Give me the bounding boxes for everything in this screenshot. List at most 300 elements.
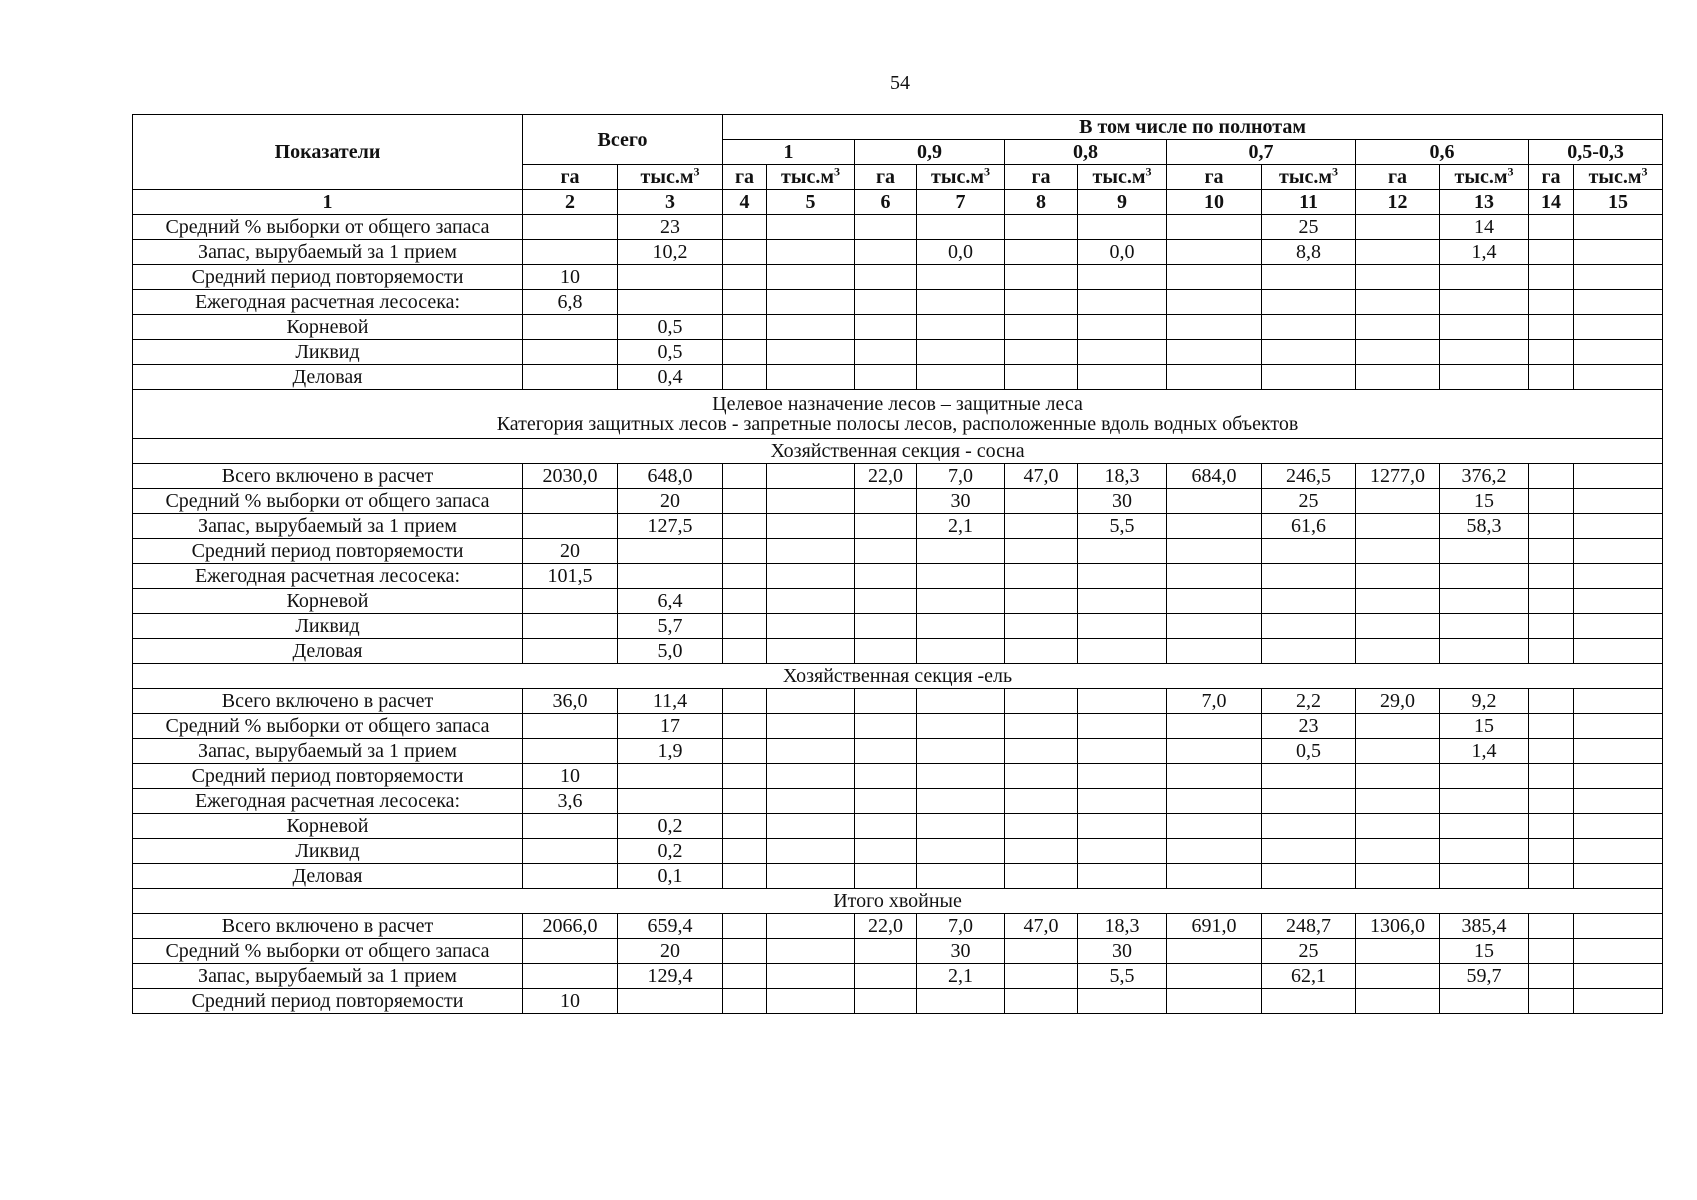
table-cell	[767, 939, 855, 964]
table-cell	[1005, 739, 1078, 764]
table-cell	[1356, 365, 1440, 390]
table-row	[133, 539, 1663, 564]
column-number: 9	[1078, 190, 1167, 215]
table-cell	[767, 240, 855, 265]
table-row	[133, 714, 1663, 739]
table-cell	[1078, 814, 1167, 839]
table-cell	[723, 964, 767, 989]
table-row	[133, 839, 1663, 864]
table-cell	[767, 464, 855, 489]
table-cell	[1356, 739, 1440, 764]
table-row	[133, 589, 1663, 614]
table-cell	[723, 215, 767, 240]
table-cell	[1440, 365, 1529, 390]
table-cell	[1529, 265, 1574, 290]
table-cell	[1574, 539, 1663, 564]
section-row	[133, 390, 1663, 439]
table-cell	[767, 914, 855, 939]
table-row	[133, 639, 1663, 664]
table-cell	[767, 739, 855, 764]
table-cell: 15	[1440, 714, 1529, 739]
row-label: Средний % выборки от общего запаса	[133, 714, 523, 739]
row-label: Средний период повторяемости	[133, 265, 523, 290]
table-cell	[1356, 814, 1440, 839]
table-cell	[1529, 764, 1574, 789]
table-cell	[1167, 739, 1262, 764]
table-cell: 5,0	[618, 639, 723, 664]
table-cell	[723, 939, 767, 964]
table-cell	[917, 739, 1005, 764]
table-cell	[1262, 265, 1356, 290]
table-cell	[1005, 589, 1078, 614]
table-cell: 29,0	[1356, 689, 1440, 714]
table-cell: 47,0	[1005, 464, 1078, 489]
table-cell: 2,2	[1262, 689, 1356, 714]
section-title: Хозяйственная секция -ель	[133, 664, 1663, 689]
table-row	[133, 365, 1663, 390]
table-cell	[1574, 864, 1663, 889]
table-cell	[855, 539, 917, 564]
table-cell	[917, 539, 1005, 564]
table-cell	[1167, 864, 1262, 889]
table-cell	[1262, 539, 1356, 564]
table-row	[133, 464, 1663, 489]
table-cell	[1529, 539, 1574, 564]
table-cell	[1005, 689, 1078, 714]
table-cell: 25	[1262, 215, 1356, 240]
table-cell	[1440, 839, 1529, 864]
allowable-cut-table	[132, 114, 1663, 1014]
table-cell	[1529, 614, 1574, 639]
table-cell	[1356, 290, 1440, 315]
table-cell	[767, 365, 855, 390]
row-label: Всего включено в расчет	[133, 464, 523, 489]
table-cell	[1167, 789, 1262, 814]
row-label: Запас, вырубаемый за 1 прием	[133, 739, 523, 764]
table-cell: 59,7	[1440, 964, 1529, 989]
unit-ha: га	[1356, 165, 1440, 190]
column-numbers-row	[133, 190, 1663, 215]
table-cell	[767, 714, 855, 739]
table-cell	[1356, 614, 1440, 639]
table-cell	[1078, 614, 1167, 639]
table-cell	[855, 340, 917, 365]
table-cell	[1574, 489, 1663, 514]
table-cell	[1440, 265, 1529, 290]
row-label: Ликвид	[133, 839, 523, 864]
table-cell	[1356, 265, 1440, 290]
table-cell	[855, 789, 917, 814]
table-cell	[767, 864, 855, 889]
header-density: 1	[723, 140, 855, 165]
table-cell	[1078, 365, 1167, 390]
table-cell	[1356, 714, 1440, 739]
table-cell	[1529, 939, 1574, 964]
table-cell: 20	[618, 939, 723, 964]
table-cell	[855, 689, 917, 714]
table-cell: 127,5	[618, 514, 723, 539]
table-cell: 376,2	[1440, 464, 1529, 489]
header-including: В том числе по полнотам	[723, 115, 1663, 140]
table-cell	[1529, 589, 1574, 614]
table-cell	[723, 265, 767, 290]
table-cell	[1529, 964, 1574, 989]
table-cell	[1005, 365, 1078, 390]
purpose-line: Целевое назначение лесов – защитные леса	[712, 393, 1083, 415]
table-cell	[1005, 789, 1078, 814]
table-cell	[1078, 639, 1167, 664]
table-cell	[767, 764, 855, 789]
table-cell	[723, 365, 767, 390]
table-cell	[855, 365, 917, 390]
table-cell	[1574, 340, 1663, 365]
table-cell	[1262, 814, 1356, 839]
table-cell	[917, 589, 1005, 614]
table-cell	[917, 315, 1005, 340]
table-cell	[1262, 340, 1356, 365]
table-cell	[1167, 365, 1262, 390]
unit-volume: $тыс.м^3$	[1078, 165, 1167, 190]
table-row	[133, 939, 1663, 964]
table-cell: 10,2	[618, 240, 723, 265]
table-cell	[1529, 315, 1574, 340]
table-cell	[1440, 614, 1529, 639]
table-cell: 0,2	[618, 839, 723, 864]
table-cell	[1356, 964, 1440, 989]
table-cell	[1356, 315, 1440, 340]
table-cell	[523, 514, 618, 539]
table-cell: 17	[618, 714, 723, 739]
header-density: 0,6	[1356, 140, 1529, 165]
table-cell	[1574, 839, 1663, 864]
table-cell: 22,0	[855, 914, 917, 939]
table-cell: 30	[1078, 939, 1167, 964]
header-density: 0,9	[855, 140, 1005, 165]
table-cell	[1529, 714, 1574, 739]
table-cell	[917, 789, 1005, 814]
table-cell	[1574, 914, 1663, 939]
table-cell	[723, 514, 767, 539]
table-cell: 129,4	[618, 964, 723, 989]
table-cell	[1574, 290, 1663, 315]
unit-ha: га	[723, 165, 767, 190]
table-cell	[917, 290, 1005, 315]
table-cell	[1574, 739, 1663, 764]
table-cell	[618, 789, 723, 814]
header-indicator: Показатели	[133, 115, 523, 190]
table-cell	[1005, 514, 1078, 539]
table-cell: 0,5	[1262, 739, 1356, 764]
table-cell	[1356, 514, 1440, 539]
unit-ha: га	[855, 165, 917, 190]
table-cell: 0,5	[618, 340, 723, 365]
table-cell	[855, 639, 917, 664]
row-label: Ликвид	[133, 614, 523, 639]
table-cell	[1529, 514, 1574, 539]
table-cell: 5,7	[618, 614, 723, 639]
table-cell	[1356, 989, 1440, 1014]
table-cell	[1262, 639, 1356, 664]
table-cell	[917, 564, 1005, 589]
table-cell	[1356, 215, 1440, 240]
row-label: Корневой	[133, 589, 523, 614]
table-cell	[855, 714, 917, 739]
unit-volume: $тыс.м^3$	[917, 165, 1005, 190]
row-label: Ликвид	[133, 340, 523, 365]
table-row	[133, 964, 1663, 989]
table-cell: 7,0	[1167, 689, 1262, 714]
table-cell: 2066,0	[523, 914, 618, 939]
table-cell	[855, 814, 917, 839]
table-cell: 385,4	[1440, 914, 1529, 939]
table-cell	[1440, 290, 1529, 315]
row-label: Деловая	[133, 864, 523, 889]
section-title	[133, 390, 1663, 439]
category-line: Категория защитных лесов - запретные полосы лесов, расположенные вдоль водных объектов	[496, 413, 1299, 435]
table-cell	[1262, 614, 1356, 639]
table-cell	[523, 489, 618, 514]
table-cell	[1005, 964, 1078, 989]
table-cell	[1529, 489, 1574, 514]
table-cell	[917, 340, 1005, 365]
table-cell	[1078, 315, 1167, 340]
table-cell: 0,0	[1078, 240, 1167, 265]
table-cell	[1574, 689, 1663, 714]
table-cell: 36,0	[523, 689, 618, 714]
table-cell	[1356, 839, 1440, 864]
table-cell: 30	[1078, 489, 1167, 514]
table-cell	[917, 265, 1005, 290]
table-cell	[1356, 764, 1440, 789]
row-label: Деловая	[133, 365, 523, 390]
table-cell	[1529, 365, 1574, 390]
row-label: Средний период повторяемости	[133, 764, 523, 789]
table-cell: 7,0	[917, 914, 1005, 939]
table-cell	[618, 265, 723, 290]
table-cell: 248,7	[1262, 914, 1356, 939]
table-cell	[1356, 340, 1440, 365]
table-cell	[1078, 564, 1167, 589]
table-cell	[1005, 939, 1078, 964]
table-cell	[1167, 764, 1262, 789]
section-title: Итого хвойные	[133, 889, 1663, 914]
table-cell: 2,1	[917, 964, 1005, 989]
table-cell	[1167, 265, 1262, 290]
header-total: Всего	[523, 115, 723, 165]
table-header	[133, 115, 1663, 215]
table-cell: 8,8	[1262, 240, 1356, 265]
table-cell	[1356, 589, 1440, 614]
section-row	[133, 889, 1663, 914]
table-cell	[1440, 789, 1529, 814]
table-cell: 62,1	[1262, 964, 1356, 989]
row-label: Запас, вырубаемый за 1 прием	[133, 514, 523, 539]
table-cell	[1440, 989, 1529, 1014]
table-cell	[1167, 589, 1262, 614]
row-label: Средний % выборки от общего запаса	[133, 215, 523, 240]
table-cell	[767, 564, 855, 589]
table-cell	[855, 215, 917, 240]
table-cell	[767, 689, 855, 714]
table-cell	[618, 764, 723, 789]
table-cell: 0,2	[618, 814, 723, 839]
column-number: 1	[133, 190, 523, 215]
table-cell	[1356, 489, 1440, 514]
table-row	[133, 290, 1663, 315]
table-cell: 2,1	[917, 514, 1005, 539]
table-cell	[1529, 814, 1574, 839]
table-cell	[1005, 340, 1078, 365]
table-cell: 0,5	[618, 315, 723, 340]
table-cell	[723, 564, 767, 589]
table-cell	[767, 614, 855, 639]
table-cell	[1262, 589, 1356, 614]
table-cell	[1005, 215, 1078, 240]
table-cell	[767, 340, 855, 365]
table-cell	[1574, 989, 1663, 1014]
table-cell	[1529, 989, 1574, 1014]
table-cell	[1529, 914, 1574, 939]
table-cell	[1529, 290, 1574, 315]
column-number: 15	[1574, 190, 1663, 215]
table-cell	[917, 839, 1005, 864]
table-cell	[523, 714, 618, 739]
table-cell	[1529, 215, 1574, 240]
table-cell	[723, 240, 767, 265]
table-cell: 6,4	[618, 589, 723, 614]
table-cell: 7,0	[917, 464, 1005, 489]
table-cell	[1078, 689, 1167, 714]
table-cell	[1356, 564, 1440, 589]
table-cell	[767, 789, 855, 814]
table-cell	[1440, 315, 1529, 340]
table-cell	[1574, 315, 1663, 340]
table-cell: 14	[1440, 215, 1529, 240]
table-cell	[523, 589, 618, 614]
table-cell: 61,6	[1262, 514, 1356, 539]
table-cell	[1167, 215, 1262, 240]
table-cell	[1440, 340, 1529, 365]
table-cell	[1078, 764, 1167, 789]
table-cell: 18,3	[1078, 914, 1167, 939]
row-label: Запас, вырубаемый за 1 прием	[133, 240, 523, 265]
table-cell	[855, 265, 917, 290]
table-cell	[723, 290, 767, 315]
table-cell	[1005, 864, 1078, 889]
unit-volume: $тыс.м^3$	[1574, 165, 1663, 190]
row-label: Ежегодная расчетная лесосека:	[133, 564, 523, 589]
table-cell: 20	[618, 489, 723, 514]
table-cell	[1078, 739, 1167, 764]
row-label: Ежегодная расчетная лесосека:	[133, 290, 523, 315]
table-cell	[723, 764, 767, 789]
table-cell	[1262, 864, 1356, 889]
table-cell	[917, 714, 1005, 739]
table-cell	[1005, 614, 1078, 639]
table-cell	[767, 315, 855, 340]
table-cell: 1,4	[1440, 240, 1529, 265]
section-row	[133, 664, 1663, 689]
row-label: Корневой	[133, 315, 523, 340]
table-row	[133, 215, 1663, 240]
table-cell: 30	[917, 939, 1005, 964]
table-cell	[1078, 290, 1167, 315]
column-number: 3	[618, 190, 723, 215]
table-cell	[1440, 639, 1529, 664]
table-cell	[1167, 714, 1262, 739]
table-cell	[723, 864, 767, 889]
table-cell	[1356, 789, 1440, 814]
table-cell	[723, 315, 767, 340]
table-cell: 10	[523, 764, 618, 789]
row-label: Запас, вырубаемый за 1 прием	[133, 964, 523, 989]
table-cell	[1574, 614, 1663, 639]
table-cell	[855, 564, 917, 589]
table-row	[133, 989, 1663, 1014]
table-cell	[855, 864, 917, 889]
table-cell	[1356, 864, 1440, 889]
table-cell	[917, 689, 1005, 714]
table-cell: 684,0	[1167, 464, 1262, 489]
unit-volume: $тыс.м^3$	[1262, 165, 1356, 190]
table-cell	[1262, 290, 1356, 315]
table-cell	[855, 589, 917, 614]
table-cell	[1574, 639, 1663, 664]
table-cell	[1574, 514, 1663, 539]
table-row	[133, 564, 1663, 589]
table-cell: 659,4	[618, 914, 723, 939]
table-cell: 58,3	[1440, 514, 1529, 539]
table-cell: 246,5	[1262, 464, 1356, 489]
table-cell	[1005, 539, 1078, 564]
table-cell	[1167, 639, 1262, 664]
table-cell	[917, 365, 1005, 390]
unit-ha: га	[523, 165, 618, 190]
table-cell	[1078, 539, 1167, 564]
table-cell	[855, 739, 917, 764]
table-cell	[1167, 240, 1262, 265]
table-cell	[917, 614, 1005, 639]
table-cell	[523, 864, 618, 889]
table-cell	[723, 614, 767, 639]
table-cell	[1167, 340, 1262, 365]
table-cell: 47,0	[1005, 914, 1078, 939]
row-label: Всего включено в расчет	[133, 689, 523, 714]
table-cell	[1078, 714, 1167, 739]
table-cell	[1167, 839, 1262, 864]
table-cell	[523, 365, 618, 390]
column-number: 4	[723, 190, 767, 215]
table-cell	[855, 489, 917, 514]
table-cell	[723, 464, 767, 489]
table-cell: 1,4	[1440, 739, 1529, 764]
table-cell: 1306,0	[1356, 914, 1440, 939]
table-cell: 15	[1440, 939, 1529, 964]
column-number: 6	[855, 190, 917, 215]
table-cell	[1078, 340, 1167, 365]
row-label: Ежегодная расчетная лесосека:	[133, 789, 523, 814]
unit-volume: $тыс.м^3$	[767, 165, 855, 190]
unit-ha: га	[1529, 165, 1574, 190]
table-cell	[1529, 689, 1574, 714]
table-cell	[523, 814, 618, 839]
column-number: 14	[1529, 190, 1574, 215]
table-cell	[767, 839, 855, 864]
table-cell	[917, 215, 1005, 240]
row-label: Корневой	[133, 814, 523, 839]
table-cell	[767, 489, 855, 514]
table-cell	[855, 764, 917, 789]
